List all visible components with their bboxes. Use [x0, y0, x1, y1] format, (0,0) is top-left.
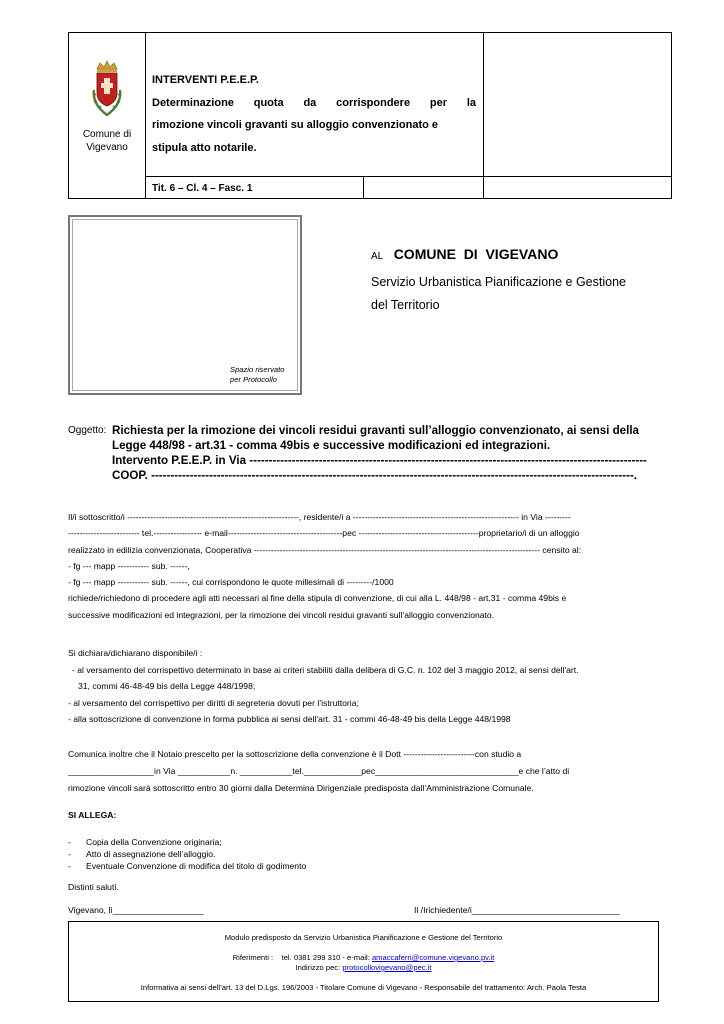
body-line: - fg --- mapp ----------- sub. ------, cui corrispondono le quote millesimali di ---------/1000: [68, 577, 394, 588]
divider: [483, 33, 484, 198]
body-line: successive modificazioni ed integrazioni, per la rimozione dei vincoli residui gravanti sull’alloggio convenzionato.: [68, 609, 495, 620]
recipient-office: Servizio Urbanistica Pianificazione e Gestione: [371, 275, 626, 289]
header-table: [68, 32, 672, 199]
body-line: Il/i sottoscritto/i ------------------------------------------------------------, residente/i a ---------------------------------------------------------- in Via ---------: [68, 512, 571, 522]
form-title: rimozione vincoli gravanti su alloggio convenzionato e: [152, 119, 439, 131]
body-line: - al versamento del corrispettivo per diritti di segreteria dovuti per l’istruttoria;: [68, 697, 359, 708]
subject-text: Richiesta per la rimozione dei vincoli residui gravanti sull’alloggio convenzionato, ai sensi della: [112, 424, 640, 437]
attachment-item: - Copia della Convenzione originaria;: [68, 837, 222, 847]
protocol-box: [68, 215, 302, 395]
subject-text: Intervento P.E.E.P. in Via -------------------------------------------------------------------------------------------------------: [112, 454, 647, 467]
body-line: realizzato in edilizia convenzionata, Cooperativa ---------------------------------------------------------------------------------------------------- censito al:: [68, 544, 582, 555]
body-line: richiede/richiedono di procedere agli atti necessari al fine della stipula di convenzione, di cui alla L. 448/98 - art.31 - comma 49bis e: [68, 593, 567, 604]
body-line: ------------------------- tel.----------------- e-mail----------------------------------------pec ------------------------------------------proprietario/i di un alloggio: [68, 528, 580, 539]
divider: [145, 176, 671, 177]
body-line: Comunica inoltre che il Notaio prescelto per la sottoscrizione della convenzione è il Dott -------------------------con studio a: [68, 749, 522, 759]
protocol-label: Spazio riservato: [230, 365, 285, 374]
form-title: Determinazione quota da corrispondere per la: [152, 96, 476, 109]
body-line: __________________in Via ___________n. ___________tel.____________pec______________________________e che l’atto di: [68, 766, 570, 776]
form-title: INTERVENTI P.E.E.P.: [152, 74, 259, 86]
footer-privacy: Informativa ai sensi dell’art. 13 del D.Lgs. 196/2003 - Titolare Comune di Vigevano - Responsabile del trattamento: Arch. Paola Testa: [140, 983, 587, 992]
recipient-name: COMUNE DI VIGEVANO: [393, 246, 559, 262]
greeting: Distinti saluti.: [68, 882, 119, 892]
footer-box: [68, 921, 659, 1002]
body-line: - fg --- mapp ----------- sub. ------,: [68, 560, 190, 571]
attachment-item: - Eventuale Convenzione di modifica del titolo di godimento: [68, 861, 307, 871]
recipient-prefix: AL: [371, 251, 384, 262]
signature-field: Il /Irichiedente/i_______________________________: [414, 905, 620, 915]
recipient-office: del Territorio: [371, 298, 440, 312]
footer-contacts: Riferimenti : tel. 0381 299 310 - e-mail: amaccaferri@comune.vigevano.pv.it: [232, 953, 495, 962]
body-line: - al versamento del corrispettivo determinato in base ai criteri stabiliti dalla delibera di G.C. n. 102 del 3 maggio 2012, ai sensi dell'art.: [72, 664, 579, 675]
form-title: stipula atto notarile.: [152, 141, 257, 154]
divider: [363, 176, 364, 198]
attachments-title: SI ALLEGA:: [68, 810, 117, 820]
divider: [145, 33, 146, 198]
subject-text: COOP. -----------------------------------------------------------------------------------------------------------------------------.: [112, 469, 637, 482]
municipality-name: Comune di: [82, 129, 132, 140]
pec-link[interactable]: protocollovigevano@pec.it: [342, 963, 432, 972]
classification: Tit. 6 – Cl. 4 – Fasc. 1: [152, 183, 253, 194]
subject-text: Legge 448/98 - art.31 - comma 49bis e successive modificazioni ed integrazioni.: [112, 439, 551, 452]
body-line: Si dichiara/dichiarano disponibile/i :: [68, 648, 203, 658]
subject-label: Oggetto:: [68, 425, 107, 436]
place-date-field: Vigevano, lì___________________: [68, 905, 204, 915]
footer-text: Modulo predisposto da Servizio Urbanistica Pianificazione e Gestione del Territorio: [224, 933, 503, 942]
body-line: 31, commi 46-48-49 bis della Legge 448/1998;: [78, 681, 256, 691]
body-line: - alla sottoscrizione di convenzione in forma pubblica ai sensi dell'art. 31 - commi 46-48-49 bis della Legge 448/1998: [68, 714, 511, 724]
footer-pec: Indirizzo pec: protocollovigevano@pec.it: [295, 963, 432, 972]
municipality-crest-icon: [88, 60, 126, 120]
email-link[interactable]: amaccaferri@comune.vigevano.pv.it: [371, 953, 495, 962]
attachment-item: - Atto di assegnazione dell’alloggio.: [68, 849, 216, 859]
body-line: rimozione vincoli sarà sottoscritto entro 30 giorni dalla Determina Dirigenziale predisposta dall’Amministrazione Comunale.: [68, 783, 534, 793]
municipality-name: Vigevano: [86, 142, 128, 153]
protocol-label: per Protocollo: [230, 375, 277, 384]
